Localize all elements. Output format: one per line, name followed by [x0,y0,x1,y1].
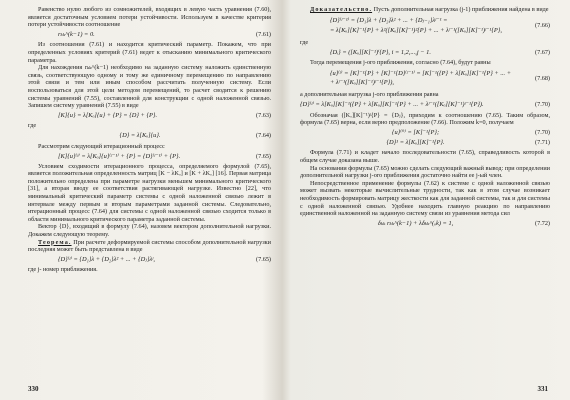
formula [300,16,531,36]
proof-heading: Доказательство. [310,6,373,13]
formula: {D} = λ[Kₒ]{u}. [119,132,161,140]
equation-7-65b [28,256,271,264]
theorem-paragraph [28,239,271,254]
paragraph: Тогда перемещения j-ого приближения, согласно (7.64), будут равны [310,58,491,66]
equation-number: (7.61) [256,31,271,39]
paragraph: На основании формулы (7.65) можно сделать следующий важный вывод: при определении дополнительной нагрузки j-ого приближения достаточно найти ее j-ый член. [300,164,550,180]
page-number: 331 [537,385,548,394]
page-number: 330 [28,385,39,394]
formula-line: + λʲ⁻¹([Kₒ][K]⁻¹)ʲ⁻¹{P}), [330,79,394,87]
theorem-text: При расчете деформируемой системы способом дополнительной нагрузки последняя может быть представлена в виде [28,238,271,254]
equation-7-64 [28,132,271,140]
proof-text: Пусть дополнительная нагрузка (j-1) приближения найдена в виде [373,6,549,13]
paragraph: Формула (7.71) и кладет начало последовательности (7.65), справедливость которой в общем случае доказана выше. [300,149,550,165]
formula: {D}⁽ʲ⁾ = {D₁}λ + {D₂}λ² + ... + {Dⱼ}λʲ, [58,256,155,264]
formula-line: {D}⁽ʲ⁻¹⁾ = {D₁}λ + {D₂}λ² + ... + {Dⱼ₋₁}λʲ⁻¹ = [330,17,448,25]
paragraph: Условием сходимости итерационного процесса, определяемого формулой (7.65), является положительная определенность матриц [K − λKₒ] и [K + λKₒ] [16]. Первая матрица положительно определена при параметре нагрузки меньшем минимального критического [31], а вторая вводу ее соответствия растягивающей нагрузке. Известно [22], что минимальный критический параметр системы с одной наложенной связью лежит в интервале между первым и вторым параметрами заданной системы. Следовательно, итерационный процесс (7.64) для системы с одной наложенной связью сходится только в области минимального критического параметра заданной системы. [28,162,271,223]
equation-7-63 [28,112,271,120]
equation-number: (7.65) [256,152,271,160]
paragraph: Вектор {D}, входящий в формулу (7.64), назовем вектором дополнительной нагрузки. Докажем следующую теорему. [28,223,271,239]
formula: rₖₖ^(k−1) = 0. [58,31,95,39]
equation-7-67 [300,49,550,57]
equation-number: (7.72) [535,220,550,228]
right-page [286,0,570,400]
proof-paragraph [300,6,550,14]
paragraph: Для нахождения rₖₖ^(k−1) необходимо на заданную систему наложить единственную связь, соответствующую одному и тому же единичному перемещению по направлению этой связи и тем или иным способом рассчитать полученную систему. Если воспользоваться для этой цели методом перемещений, то расчет сводится к решению системы уравнений (7.55), составленной для конструкции с одной наложенной связью. Запишем систему уравнений (7.55) в виде [28,64,271,110]
formula: {Dᵢ} = ([Kₒ][K]⁻¹)ⁱ{P}, i = 1,2,...,j − 1. [330,48,431,56]
theorem-heading: Теорема. [38,238,72,246]
formula-line: {u}⁽ʲ⁾ = [K]⁻¹{P} + [K]⁻¹{D}⁽ʲ⁻¹⁾ = [K]⁻¹({P} + λ[Kₒ][K]⁻¹{P} + ... + [330,69,512,77]
paragraph: Непосредственное применение формулы (7.62) к системе с одной наложенной связью может вызвать некоторые вычислительные трудности, так как в этом случае возникает необходимость формировать матрицу жесткости как для заданной системы, так и для системы с одной наложенной связью. Удобнее находить главную реакцию по направлению единственной наложенной на заданную систему связи из уравнения метода сил [300,179,550,218]
equation-7-66 [300,16,550,36]
equation-number: (7.68) [535,75,550,83]
equation-number: (7.67) [535,48,550,56]
equation-number: (7.66) [535,22,550,30]
equation-7-69 [300,101,550,109]
equation-number: (7.63) [256,112,271,120]
equation-7-61 [28,31,271,39]
equation-7-71 [300,139,550,147]
paragraph: Рассмотрим следующий итерационный процесс [38,142,165,150]
formula: [K]{u} = λ[Kₒ]{u} + {P} = {D} + {P}. [58,112,158,120]
equation-7-65 [28,153,271,161]
formula: [K]{u}⁽ʲ⁾ = λ[Kₒ]{u}⁽ʲ⁻¹⁾ + {P} = {D}⁽ʲ⁻¹⁾ + {P}. [58,152,181,160]
equation-number: (7.71) [535,139,550,147]
formula [300,69,531,89]
equation-7-70 [300,129,550,137]
formula-line: = λ[Kₒ][K]⁻¹{P} + λ²([Kₒ][K]⁻¹)²{P} + ... + λʲ⁻¹([Kₒ][K]⁻¹)ʲ⁻¹{P}, [330,26,502,34]
equation-number: (7.70) [535,129,550,137]
formula: {D}⁽ʲ⁾ = λ[Kₒ][K]⁻¹({P} + λ[Kₒ][K]⁻¹{P} + ... + λʲ⁻¹([Kₒ][K]⁻¹)ʲ⁻¹{P}). [300,101,484,109]
where-word: где [300,38,309,46]
formula: {u}⁽⁰⁾ = [K]⁻¹{P}; [391,129,440,137]
equation-number: (7.64) [256,132,271,140]
paragraph: Обозначая ([Kₒ][K]⁻¹)ʲ{P} = {Dⱼ}, приходим к соотношению (7.65). Таким образом, формула (7.65) верна, если верно предположение (7.66). Положим k=0, получаем [300,111,550,127]
paragraph: Равенство нулю любого из сомножителей, входящих в левую часть уравнения (7.60), является достаточным условием потери устойчивости. Используем в качестве критерия потери устойчивости соотношение [28,6,271,29]
paragraph: Из соотношения (7.61) и находится критический параметр. Покажем, что при определенных условиях критерий (7.61) ведет к отысканию минимального критического параметра. [28,41,271,64]
formula: δₖₖ rₖₖ^(k−1) + λδₖₖ^(ₒk) = 1, [377,220,454,228]
where-word: где [28,122,37,130]
equation-7-72 [300,220,550,228]
equation-number: (7.65) [256,256,271,264]
equation-number: (7.70) [535,101,550,109]
paragraph: а дополнительная нагрузка j-ого приближения равна [300,91,439,99]
paragraph: где j- номер приближения. [28,266,98,274]
formula: {D}¹ = λ[Kₒ][K]⁻¹{P}. [386,139,445,147]
equation-7-68 [300,69,550,89]
